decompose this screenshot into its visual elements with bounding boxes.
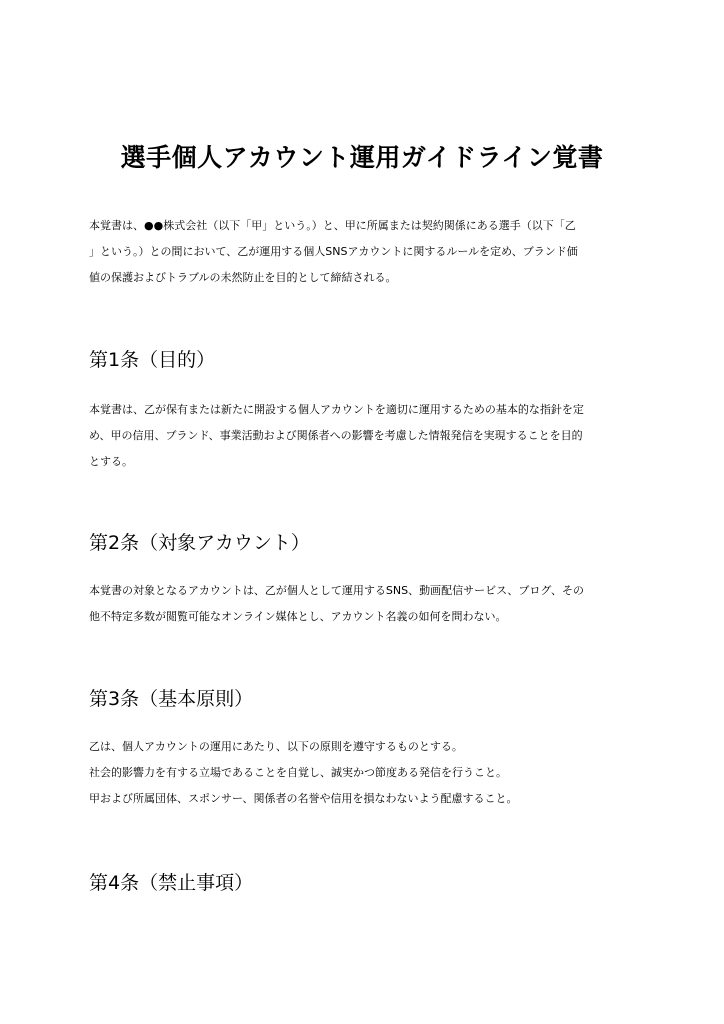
article-1-heading: 第1条（目的）	[89, 349, 216, 371]
article-2-heading: 第2条（対象アカウント）	[89, 532, 310, 554]
preamble-line: 」という。）との間において、乙が運用する個人SNSアカウントに関するルールを定め、ブランド価	[89, 245, 578, 258]
article-3-line: 乙は、個人アカウントの運用にあたり、以下の原則を遵守するものとする。	[89, 740, 463, 753]
article-3-line: 甲および所属団体、スポンサー、関係者の名誉や信用を損なわないよう配慮すること。	[89, 792, 518, 805]
article-3-line: 社会的影響力を有する立場であることを自覚し、誠実かつ節度ある発信を行うこと。	[89, 766, 507, 779]
article-1-body	[89, 397, 641, 475]
document-title: 選手個人アカウント運用ガイドライン覚書	[120, 142, 604, 172]
preamble-paragraph	[89, 213, 641, 291]
article-3-heading: 第3条（基本原則）	[89, 688, 254, 710]
article-1-line: 本覚書は、乙が保有または新たに開設する個人アカウントを適切に運用するための基本的な指針を定	[89, 403, 584, 416]
article-1-line: とする。	[89, 455, 133, 468]
preamble-line: 値の保護およびトラブルの未然防止を目的として締結される。	[89, 271, 397, 284]
article-1-line: め、甲の信用、ブランド、事業活動および関係者への影響を考慮した情報発信を実現することを目的	[89, 429, 583, 442]
article-3-body	[89, 734, 641, 812]
preamble-line: 本覚書は、●●株式会社（以下「甲」という。）と、甲に所属または契約関係にある選手（以下「乙	[89, 219, 576, 232]
article-2-line: 本覚書の対象となるアカウントは、乙が個人として運用するSNS、動画配信サービス、ブログ、その	[89, 584, 584, 597]
article-4-heading: 第4条（禁止事項）	[89, 872, 254, 894]
article-2-body	[89, 578, 641, 630]
article-2-line: 他不特定多数が閲覧可能なオンライン媒体とし、アカウント名義の如何を問わない。	[89, 610, 507, 623]
